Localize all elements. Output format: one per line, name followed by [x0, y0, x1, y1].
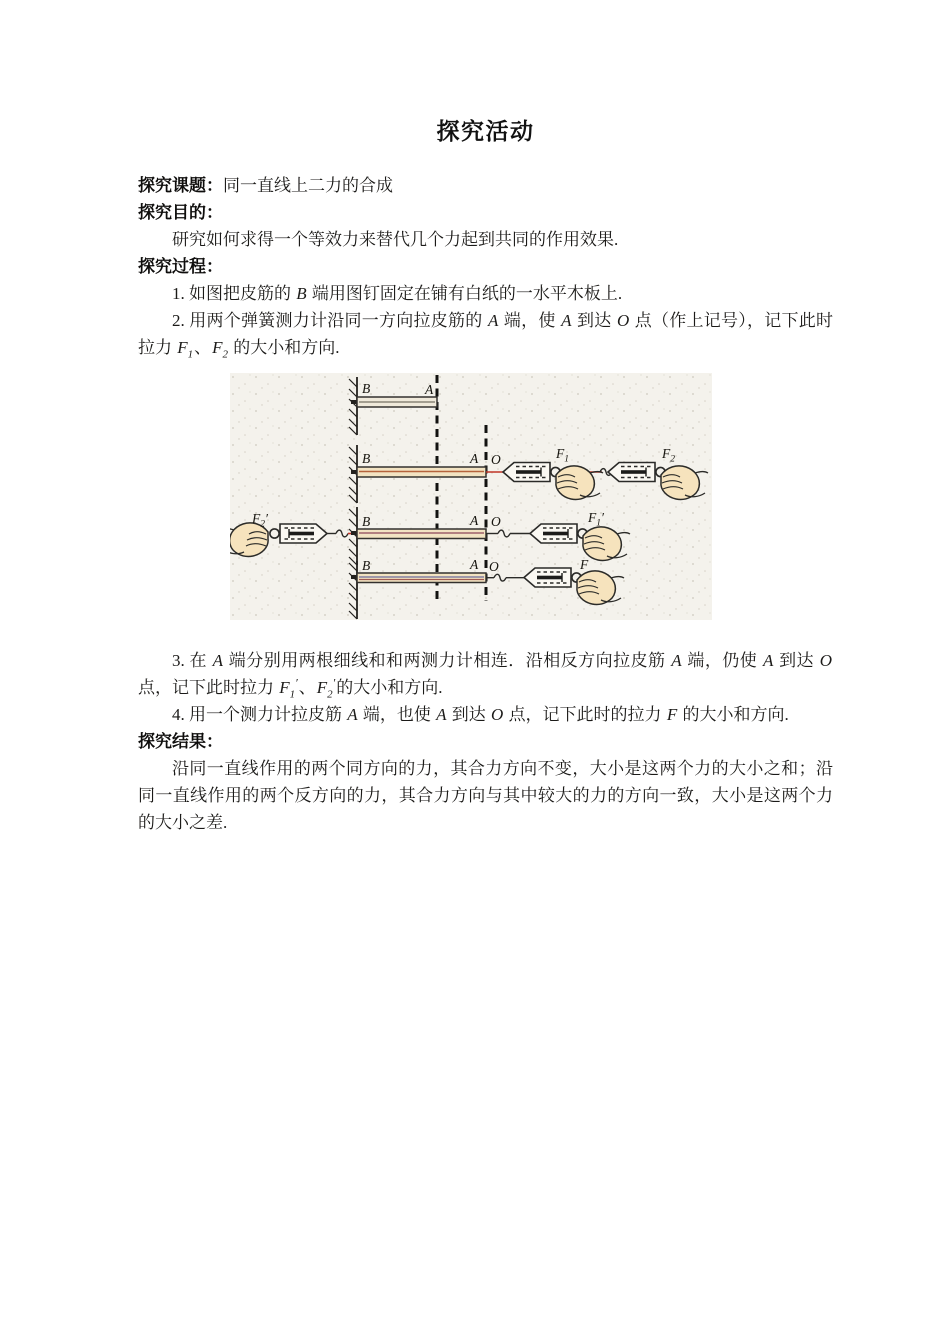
- topic-label: 探究课题：: [138, 176, 223, 195]
- result-text: 沿同一直线作用的两个同方向的力，其合力方向不变，大小是这两个力的大小之和；沿同一直线作用的两个反方向的力，其合力方向与其中较大的力的方向一致，大小是这两个力的大小之差.: [138, 759, 833, 832]
- text-run: 、: [298, 678, 316, 697]
- label-B: B: [362, 451, 371, 466]
- rubber-band: [357, 573, 486, 583]
- variable-O: O: [491, 705, 504, 724]
- text-run: 4. 用一个测力计拉皮筋: [172, 705, 347, 724]
- topic-text: 同一直线上二力的合成: [223, 176, 393, 195]
- text-run: 点，记下此时的拉力: [504, 705, 666, 724]
- variable-A: A: [762, 651, 774, 670]
- step-3: [138, 647, 833, 701]
- text-run: 到达: [447, 705, 491, 724]
- text-run: 1. 如图把皮筋的: [172, 284, 296, 303]
- text-run: 端用图钉固定在铺有白纸的一水平木板上.: [307, 284, 623, 303]
- process-label: 探究过程：: [138, 257, 223, 276]
- variable-F2: $F_2$: [212, 338, 229, 361]
- variable-A: A: [561, 311, 572, 330]
- text-run: 端，仍使: [682, 651, 762, 670]
- variable-A: A: [671, 651, 682, 670]
- pin-icon: [351, 531, 357, 535]
- purpose-text: 研究如何求得一个等效力来替代几个力起到共同的作用效果.: [172, 230, 619, 249]
- result-label: 探究结果：: [138, 732, 223, 751]
- text-run: 到达: [774, 651, 819, 670]
- label-F1: $F_1$: [556, 446, 569, 465]
- label-F2-prime: $F_2'$: [252, 511, 268, 530]
- label-A: A: [425, 382, 434, 397]
- topic-line: [138, 172, 833, 199]
- text-run: 端，也使: [358, 705, 436, 724]
- text-run: 3. 在: [172, 651, 212, 670]
- text-run: 点，记下此时拉力: [138, 678, 279, 697]
- step-1: [138, 280, 833, 307]
- variable-F: F: [666, 705, 678, 724]
- text-run: 点（作上记号），记下此时拉力: [138, 311, 834, 357]
- label-O: O: [491, 514, 501, 529]
- variable-A: A: [212, 651, 224, 670]
- pin-icon: [351, 470, 357, 474]
- text-run: 的大小和方向.: [336, 678, 443, 697]
- experiment-figure: [230, 373, 712, 620]
- step-4: [138, 701, 833, 728]
- variable-F2-prime: $F_2'$: [316, 675, 336, 701]
- label-O: O: [489, 559, 499, 574]
- label-A: A: [470, 513, 479, 528]
- text-run: 2. 用两个弹簧测力计沿同一方向拉皮筋的: [172, 311, 487, 330]
- label-F: F: [580, 557, 589, 572]
- variable-O: O: [617, 311, 630, 330]
- variable-B: B: [296, 284, 307, 303]
- text-run: 的大小和方向.: [229, 338, 340, 357]
- text-run: 、: [194, 338, 212, 357]
- page-title: 探究活动: [436, 119, 535, 144]
- label-A: A: [470, 557, 479, 572]
- variable-A: A: [487, 311, 499, 330]
- variable-A: A: [347, 705, 358, 724]
- label-B: B: [362, 558, 371, 573]
- text-run: 的大小和方向.: [678, 705, 789, 724]
- variable-F1-prime: $F_1'$: [279, 675, 298, 701]
- text-run: 到达: [572, 311, 617, 330]
- pin-icon: [351, 400, 357, 404]
- variable-A: A: [436, 705, 447, 724]
- text-run: 端分别用两根细线和和两测力计相连．沿相反方向拉皮筋: [224, 651, 671, 670]
- text-run: 端，使: [499, 311, 561, 330]
- variable-O: O: [819, 651, 833, 670]
- label-B: B: [362, 514, 371, 529]
- pin-icon: [351, 575, 357, 579]
- purpose-label: 探究目的：: [138, 203, 223, 222]
- variable-F1: $F_1$: [177, 338, 194, 361]
- label-F2: $F_2$: [662, 446, 675, 465]
- label-A: A: [470, 451, 479, 466]
- label-B: B: [362, 381, 371, 396]
- label-O: O: [491, 452, 501, 467]
- step-2: [138, 307, 833, 361]
- experiment-figure-svg: [230, 373, 712, 620]
- label-F1-prime: $F_1'$: [588, 510, 604, 529]
